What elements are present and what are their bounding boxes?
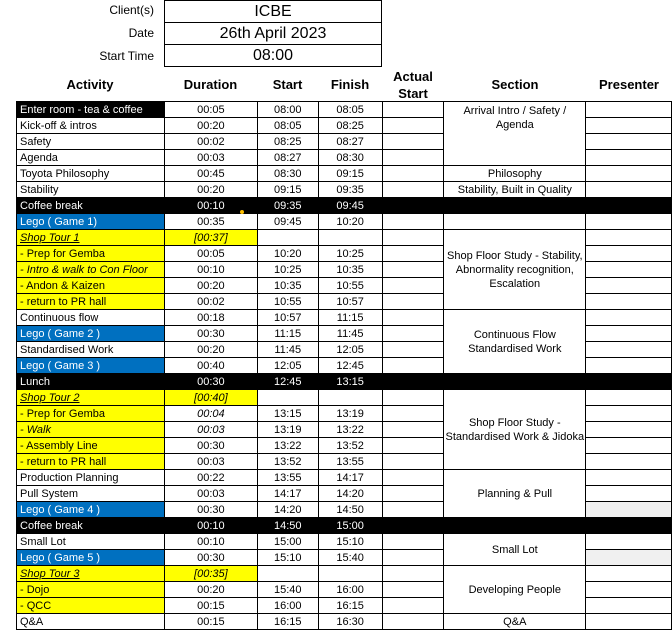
duration-cell[interactable]: 00:22 <box>164 470 257 486</box>
duration-cell[interactable]: 00:03 <box>164 486 257 502</box>
col-finish: Finish <box>330 77 370 92</box>
activity-cell[interactable]: Agenda <box>17 150 165 166</box>
actual-start-cell[interactable] <box>382 374 444 390</box>
section-cell[interactable]: Q&A <box>444 614 586 630</box>
finish-cell[interactable]: 13:15 <box>318 374 382 390</box>
finish-cell[interactable]: 08:05 <box>318 102 382 118</box>
activity-cell[interactable]: Toyota Philosophy <box>17 166 165 182</box>
col-presenter: Presenter <box>599 77 659 92</box>
duration-cell[interactable]: [00:37] <box>164 230 257 246</box>
finish-cell[interactable]: 16:00 <box>318 582 382 598</box>
finish-cell[interactable]: 12:05 <box>318 342 382 358</box>
duration-cell[interactable]: 00:20 <box>164 278 257 294</box>
activity-cell[interactable]: Continuous flow <box>17 310 165 326</box>
actual-start-cell[interactable] <box>382 310 444 326</box>
table-row <box>17 374 672 390</box>
section-cell[interactable]: Stability, Built in Quality <box>444 182 586 198</box>
duration-cell[interactable]: 00:20 <box>164 118 257 134</box>
start-cell[interactable]: 10:55 <box>257 294 318 310</box>
client-value[interactable]: ICBE <box>164 0 382 23</box>
actual-start-cell[interactable] <box>382 134 444 150</box>
start-cell[interactable] <box>257 566 318 582</box>
duration-cell[interactable]: 00:20 <box>164 582 257 598</box>
section-cell[interactable]: Shop Floor Study - Standardised Work & Jidoka <box>444 390 586 470</box>
table-row <box>17 102 672 118</box>
actual-start-cell[interactable] <box>382 166 444 182</box>
start-cell[interactable]: 08:25 <box>257 134 318 150</box>
section-cell[interactable] <box>444 198 586 214</box>
duration-cell[interactable]: 00:30 <box>164 550 257 566</box>
actual-start-cell[interactable] <box>382 390 444 406</box>
activity-cell[interactable]: - Walk <box>17 422 165 438</box>
presenter-cell[interactable] <box>586 534 672 550</box>
table-row <box>17 230 672 246</box>
actual-start-cell[interactable] <box>382 198 444 214</box>
start-time-value[interactable]: 08:00 <box>164 44 382 67</box>
actual-start-cell[interactable] <box>382 262 444 278</box>
presenter-cell[interactable] <box>586 182 672 198</box>
start-cell[interactable]: 09:35 <box>257 198 318 214</box>
actual-start-cell[interactable] <box>382 502 444 518</box>
start-cell[interactable]: 15:10 <box>257 550 318 566</box>
activity-cell[interactable]: - Assembly Line <box>17 438 165 454</box>
col-actual-start-line1: Actual <box>393 69 433 84</box>
presenter-cell[interactable] <box>586 502 672 518</box>
start-cell[interactable]: 11:15 <box>257 326 318 342</box>
finish-cell[interactable]: 09:35 <box>318 182 382 198</box>
start-cell[interactable]: 08:27 <box>257 150 318 166</box>
start-cell[interactable]: 10:25 <box>257 262 318 278</box>
cell-marker-dot <box>240 210 244 214</box>
duration-cell[interactable]: 00:15 <box>164 598 257 614</box>
duration-cell[interactable]: 00:30 <box>164 374 257 390</box>
actual-start-cell[interactable] <box>382 294 444 310</box>
actual-start-cell[interactable] <box>382 422 444 438</box>
table-row <box>17 566 672 582</box>
activity-cell[interactable]: Small Lot <box>17 534 165 550</box>
actual-start-cell[interactable] <box>382 582 444 598</box>
actual-start-cell[interactable] <box>382 566 444 582</box>
finish-cell[interactable]: 14:50 <box>318 502 382 518</box>
duration-cell[interactable]: 00:02 <box>164 134 257 150</box>
duration-cell[interactable]: 00:18 <box>164 310 257 326</box>
start-cell[interactable]: 08:00 <box>257 102 318 118</box>
actual-start-cell[interactable] <box>382 614 444 630</box>
section-cell[interactable]: Continuous Flow Standardised Work <box>444 310 586 374</box>
section-cell[interactable]: Planning & Pull <box>444 470 586 518</box>
start-cell[interactable] <box>257 390 318 406</box>
finish-cell[interactable]: 09:45 <box>318 198 382 214</box>
start-cell[interactable]: 15:00 <box>257 534 318 550</box>
finish-cell[interactable] <box>318 230 382 246</box>
finish-cell[interactable]: 13:22 <box>318 422 382 438</box>
activity-cell[interactable]: Lego ( Game 3 ) <box>17 358 165 374</box>
presenter-cell[interactable] <box>586 118 672 134</box>
presenter-cell[interactable] <box>586 358 672 374</box>
activity-cell[interactable]: Pull System <box>17 486 165 502</box>
activity-cell[interactable]: - Andon & Kaizen <box>17 278 165 294</box>
actual-start-cell[interactable] <box>382 326 444 342</box>
presenter-cell[interactable] <box>586 262 672 278</box>
duration-cell[interactable]: [00:40] <box>164 390 257 406</box>
actual-start-cell[interactable] <box>382 550 444 566</box>
activity-cell[interactable]: Lego ( Game 2 ) <box>17 326 165 342</box>
activity-cell[interactable]: Standardised Work <box>17 342 165 358</box>
duration-cell[interactable]: 00:03 <box>164 422 257 438</box>
presenter-cell[interactable] <box>586 550 672 566</box>
finish-cell[interactable]: 08:30 <box>318 150 382 166</box>
start-cell[interactable]: 11:45 <box>257 342 318 358</box>
presenter-cell[interactable] <box>586 406 672 422</box>
table-row <box>17 614 672 630</box>
table-row <box>17 166 672 182</box>
start-cell[interactable]: 13:22 <box>257 438 318 454</box>
actual-start-cell[interactable] <box>382 214 444 230</box>
activity-cell[interactable]: Shop Tour 1 <box>17 230 165 246</box>
duration-cell[interactable]: 00:10 <box>164 262 257 278</box>
start-cell[interactable]: 13:15 <box>257 406 318 422</box>
activity-cell[interactable]: Coffee break <box>17 198 165 214</box>
start-cell[interactable]: 14:50 <box>257 518 318 534</box>
presenter-cell[interactable] <box>586 566 672 582</box>
duration-cell[interactable]: 00:30 <box>164 326 257 342</box>
finish-cell[interactable]: 13:19 <box>318 406 382 422</box>
actual-start-cell[interactable] <box>382 182 444 198</box>
finish-cell[interactable]: 10:25 <box>318 246 382 262</box>
presenter-cell[interactable] <box>586 150 672 166</box>
table-row <box>17 310 672 326</box>
duration-cell[interactable]: 00:02 <box>164 294 257 310</box>
table-row <box>17 390 672 406</box>
actual-start-cell[interactable] <box>382 342 444 358</box>
table-row <box>17 214 672 230</box>
table-row <box>17 182 672 198</box>
finish-cell[interactable]: 16:30 <box>318 614 382 630</box>
actual-start-cell[interactable] <box>382 150 444 166</box>
presenter-cell[interactable] <box>586 374 672 390</box>
presenter-cell[interactable] <box>586 134 672 150</box>
duration-cell[interactable]: 00:03 <box>164 454 257 470</box>
finish-cell[interactable]: 15:10 <box>318 534 382 550</box>
finish-cell[interactable]: 08:27 <box>318 134 382 150</box>
actual-start-cell[interactable] <box>382 534 444 550</box>
finish-cell[interactable]: 13:52 <box>318 438 382 454</box>
finish-cell[interactable]: 10:20 <box>318 214 382 230</box>
section-cell[interactable] <box>444 214 586 230</box>
duration-cell[interactable]: 00:40 <box>164 358 257 374</box>
col-start: Start <box>272 77 303 92</box>
schedule-table <box>16 101 672 630</box>
table-row <box>17 518 672 534</box>
start-cell[interactable]: 13:52 <box>257 454 318 470</box>
activity-cell[interactable]: Lego ( Game 1) <box>17 214 165 230</box>
presenter-cell[interactable] <box>586 102 672 118</box>
activity-cell[interactable]: - Prep for Gemba <box>17 406 165 422</box>
start-cell[interactable]: 09:45 <box>257 214 318 230</box>
start-cell[interactable]: 08:30 <box>257 166 318 182</box>
presenter-cell[interactable] <box>586 582 672 598</box>
start-cell[interactable]: 14:17 <box>257 486 318 502</box>
duration-cell[interactable]: [00:35] <box>164 566 257 582</box>
presenter-cell[interactable] <box>586 454 672 470</box>
activity-cell[interactable]: Enter room - tea & coffee <box>17 102 165 118</box>
section-cell[interactable] <box>444 518 586 534</box>
actual-start-cell[interactable] <box>382 454 444 470</box>
duration-cell[interactable]: 00:03 <box>164 150 257 166</box>
activity-cell[interactable]: Kick-off & intros <box>17 118 165 134</box>
finish-cell[interactable]: 14:17 <box>318 470 382 486</box>
duration-cell[interactable]: 00:05 <box>164 246 257 262</box>
actual-start-cell[interactable] <box>382 246 444 262</box>
presenter-cell[interactable] <box>586 246 672 262</box>
activity-cell[interactable]: Q&A <box>17 614 165 630</box>
activity-cell[interactable]: - Prep for Gemba <box>17 246 165 262</box>
start-cell[interactable]: 10:57 <box>257 310 318 326</box>
finish-cell[interactable]: 13:55 <box>318 454 382 470</box>
duration-cell[interactable]: 00:10 <box>164 518 257 534</box>
start-cell[interactable]: 13:19 <box>257 422 318 438</box>
col-section: Section <box>491 77 539 92</box>
finish-cell[interactable]: 15:00 <box>318 518 382 534</box>
start-cell[interactable]: 15:40 <box>257 582 318 598</box>
finish-cell[interactable]: 10:55 <box>318 278 382 294</box>
start-cell[interactable]: 10:35 <box>257 278 318 294</box>
presenter-cell[interactable] <box>586 310 672 326</box>
start-cell[interactable]: 09:15 <box>257 182 318 198</box>
finish-cell[interactable]: 11:15 <box>318 310 382 326</box>
actual-start-cell[interactable] <box>382 486 444 502</box>
finish-cell[interactable]: 16:15 <box>318 598 382 614</box>
finish-cell[interactable]: 14:20 <box>318 486 382 502</box>
activity-cell[interactable]: Production Planning <box>17 470 165 486</box>
start-cell[interactable]: 16:15 <box>257 614 318 630</box>
presenter-cell[interactable] <box>586 342 672 358</box>
activity-cell[interactable]: Lunch <box>17 374 165 390</box>
activity-cell[interactable]: Shop Tour 3 <box>17 566 165 582</box>
section-cell[interactable]: Developing People <box>444 566 586 614</box>
presenter-cell[interactable] <box>586 230 672 246</box>
actual-start-cell[interactable] <box>382 438 444 454</box>
actual-start-cell[interactable] <box>382 230 444 246</box>
client-label: Client(s) <box>109 3 154 17</box>
section-cell[interactable]: Philosophy <box>444 166 586 182</box>
finish-cell[interactable]: 10:35 <box>318 262 382 278</box>
presenter-cell[interactable] <box>586 166 672 182</box>
actual-start-cell[interactable] <box>382 278 444 294</box>
activity-cell[interactable]: - return to PR hall <box>17 454 165 470</box>
date-label: Date <box>128 26 154 40</box>
activity-cell[interactable]: - QCC <box>17 598 165 614</box>
section-cell[interactable]: Small Lot <box>444 534 586 566</box>
actual-start-cell[interactable] <box>382 598 444 614</box>
activity-cell[interactable]: Lego ( Game 4 ) <box>17 502 165 518</box>
section-cell[interactable] <box>444 374 586 390</box>
activity-cell[interactable]: Coffee break <box>17 518 165 534</box>
actual-start-cell[interactable] <box>382 470 444 486</box>
activity-cell[interactable]: Stability <box>17 182 165 198</box>
start-cell[interactable]: 12:05 <box>257 358 318 374</box>
finish-cell[interactable] <box>318 566 382 582</box>
presenter-cell[interactable] <box>586 518 672 534</box>
duration-cell[interactable]: 00:35 <box>164 214 257 230</box>
col-activity: Activity <box>66 77 114 92</box>
presenter-cell[interactable] <box>586 422 672 438</box>
presenter-cell[interactable] <box>586 614 672 630</box>
presenter-cell[interactable] <box>586 390 672 406</box>
activity-cell[interactable]: - Intro & walk to Con Floor <box>17 262 165 278</box>
finish-cell[interactable] <box>318 390 382 406</box>
finish-cell[interactable]: 09:15 <box>318 166 382 182</box>
finish-cell[interactable]: 15:40 <box>318 550 382 566</box>
presenter-cell[interactable] <box>586 294 672 310</box>
activity-cell[interactable]: - return to PR hall <box>17 294 165 310</box>
duration-cell[interactable]: 00:05 <box>164 102 257 118</box>
finish-cell[interactable]: 11:45 <box>318 326 382 342</box>
presenter-cell[interactable] <box>586 598 672 614</box>
duration-cell[interactable]: 00:45 <box>164 166 257 182</box>
start-cell[interactable]: 13:55 <box>257 470 318 486</box>
start-cell[interactable]: 16:00 <box>257 598 318 614</box>
actual-start-cell[interactable] <box>382 518 444 534</box>
start-cell[interactable]: 08:05 <box>257 118 318 134</box>
presenter-cell[interactable] <box>586 470 672 486</box>
start-time-label: Start Time <box>99 49 154 63</box>
finish-cell[interactable]: 10:57 <box>318 294 382 310</box>
finish-cell[interactable]: 12:45 <box>318 358 382 374</box>
col-duration: Duration <box>183 77 238 92</box>
table-row <box>17 534 672 550</box>
table-row <box>17 198 672 214</box>
duration-cell[interactable]: 00:30 <box>164 502 257 518</box>
finish-cell[interactable]: 08:25 <box>318 118 382 134</box>
duration-cell[interactable]: 00:10 <box>164 534 257 550</box>
presenter-cell[interactable] <box>586 278 672 294</box>
duration-cell[interactable]: 00:30 <box>164 438 257 454</box>
activity-cell[interactable]: Lego ( Game 5 ) <box>17 550 165 566</box>
presenter-cell[interactable] <box>586 438 672 454</box>
duration-cell[interactable]: 00:20 <box>164 342 257 358</box>
actual-start-cell[interactable] <box>382 358 444 374</box>
activity-cell[interactable]: - Dojo <box>17 582 165 598</box>
table-row <box>17 470 672 486</box>
duration-cell[interactable]: 00:20 <box>164 182 257 198</box>
start-cell[interactable] <box>257 230 318 246</box>
presenter-cell[interactable] <box>586 198 672 214</box>
activity-cell[interactable]: Safety <box>17 134 165 150</box>
actual-start-cell[interactable] <box>382 406 444 422</box>
start-cell[interactable]: 14:20 <box>257 502 318 518</box>
actual-start-cell[interactable] <box>382 118 444 134</box>
start-cell[interactable]: 12:45 <box>257 374 318 390</box>
duration-cell[interactable]: 00:15 <box>164 614 257 630</box>
presenter-cell[interactable] <box>586 326 672 342</box>
duration-cell[interactable]: 00:10 <box>164 198 257 214</box>
activity-cell[interactable]: Shop Tour 2 <box>17 390 165 406</box>
date-value[interactable]: 26th April 2023 <box>164 22 382 45</box>
presenter-cell[interactable] <box>586 486 672 502</box>
start-cell[interactable]: 10:20 <box>257 246 318 262</box>
section-cell[interactable]: Shop Floor Study - Stability, Abnormality recognition, Escalation <box>444 230 586 310</box>
presenter-cell[interactable] <box>586 214 672 230</box>
duration-cell[interactable]: 00:04 <box>164 406 257 422</box>
actual-start-cell[interactable] <box>382 102 444 118</box>
col-actual-start-line2: Start <box>398 86 428 101</box>
section-cell[interactable]: Arrival Intro / Safety / Agenda <box>444 102 586 166</box>
